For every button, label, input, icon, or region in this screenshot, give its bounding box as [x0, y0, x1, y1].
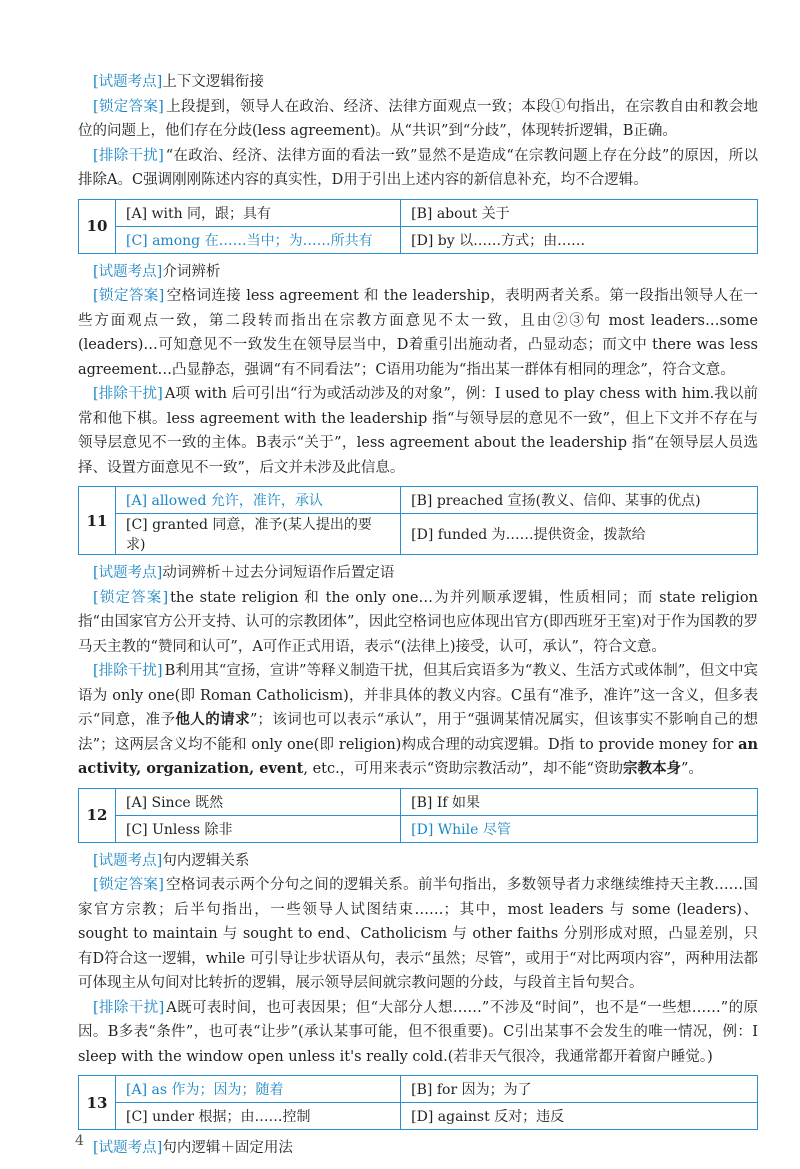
- paichu-label: [排除干扰]: [93, 147, 164, 164]
- q13-option-c: [C] under 根据；由……控制: [116, 1103, 401, 1130]
- q9-daan: [锁定答案] 上段提到，领导人在政治、经济、法律方面观点一致；本段①句指出，在宗教自由和教会地位的问题上，他们存在分歧(less agreement)。从“共识”到“分歧”，体现转折逻辑，B正确。: [78, 98, 758, 139]
- q11-option-d: [D] funded 为……提供资金，拨款给: [401, 514, 758, 555]
- q12-option-d: [D] While 尽管: [401, 815, 758, 842]
- q10-option-c: [C] among 在……当中；为……所共有: [116, 226, 401, 253]
- q9-paichu: [排除干扰] “在政治、经济、法律方面的看法一致”显然不是造成“在宗教问题上存在分歧”的原因，所以排除A。C强调刚刚陈述内容的真实性，D用于引出上述内容的新信息补充，均不合逻辑。: [78, 147, 758, 188]
- q12-number: 12: [79, 788, 116, 842]
- daan-label: [锁定答案]: [93, 98, 164, 115]
- q11-paichu: [排除干扰] B利用其“宣扬，宣讲”等释义制造干扰，但其后宾语多为“教义、生活方式或体制”，但文中宾语为 only one(即 Roman Catholicism)，并非具体的教义内容。C虽有“准予，准许”这一含义，但多表示“同意，准予他人的请求”；该词也可以表示“承认”，用于“强调某情况属实，但该事实不影响自己的想法”；这两层含义均不能和 only one(即 religion)构成合理的动宾逻辑。D指 to provide money for an activity, organization, event, etc.，可用来表示“资助宗教活动”，却不能“资助宗教本身”。: [78, 663, 759, 777]
- q13-option-b: [B] for 因为；为了: [401, 1076, 758, 1103]
- q13-option-d: [D] against 反对；违反: [401, 1103, 758, 1130]
- q9-kaodian: [试题考点]上下文逻辑衔接: [93, 74, 264, 90]
- q10-options-table: [78, 199, 758, 254]
- q11-number: 11: [79, 487, 116, 555]
- q13-options-table: [78, 1075, 758, 1130]
- q12-kaodian: [试题考点]句内逻辑关系: [93, 852, 250, 869]
- q13-number: 13: [79, 1076, 116, 1130]
- q11-option-c: [C] granted 同意，准予(某人提出的要求): [116, 514, 401, 555]
- q12-option-b: [B] If 如果: [401, 788, 758, 815]
- kaodian-label: [试题考点]: [93, 74, 163, 90]
- q10-option-a: [A] with 同，跟；具有: [116, 199, 401, 226]
- q11-option-b: [B] preached 宣扬(教义、信仰、某事的优点): [401, 487, 758, 514]
- q11-kaodian: [试题考点]动词辨析＋过去分词短语作后置定语: [93, 565, 395, 581]
- q10-option-d: [D] by 以……方式；由……: [401, 226, 758, 253]
- q11-option-a: [A] allowed 允许，准许，承认: [116, 487, 401, 514]
- q11-options-table: [78, 486, 758, 555]
- q13-kaodian: [试题考点]句内逻辑＋固定用法: [93, 1140, 293, 1156]
- q10-daan: [锁定答案] 空格词连接 less agreement 和 the leadership，表明两者关系。第一段指出领导人在一些方面观点一致，第二段转而指出在宗教方面意见不太一致，且由②③句 most leaders…some (leaders)…可知意见不一致发生在领导层当中，D着重引出施动者，凸显动态；而文中 there was less agreement…凸显静态，强调“有不同看法”；C语用功能为“指出某一群体有相同的理念”，符合文意。: [78, 288, 758, 378]
- q12-paichu: [排除干扰] A既可表时间，也可表因果；但“大部分人想……”不涉及“时间”，也不是“一些想……”的原因。B多表“条件”，也可表“让步”(承认某事可能，但不很重要)。C引出某事不会发生的唯一情况，例：I sleep with the window open unless it's really cold.(若非天气很冷，我通常都开着窗户睡觉。): [78, 999, 758, 1065]
- page-content: [78, 70, 758, 1161]
- q11-daan: [锁定答案] the state religion 和 the only one…为并列顺承逻辑，性质相同；而 state religion 指“由国家官方公开支持、认可的宗教团体”，因此空格词也应体现出官方(即西班牙王室)对于作为国教的罗马天主教的“赞同和认可”，A可作正式用语，表示“(法律上)接受，认可，承认”，符合文意。: [78, 589, 758, 655]
- q12-option-a: [A] Since 既然: [116, 788, 401, 815]
- q12-daan: [锁定答案] 空格词表示两个分句之间的逻辑关系。前半句指出，多数领导者力求继续维持天主教……国家官方宗教；后半句指出，一些领导人试图结束……；其中，most leaders 与 some (leaders)、sought to maintain 与 sought to end、Catholicism 与 other faiths 分别形成对照，凸显差别，只有D符合这一逻辑，while 可引导让步状语从句，表示“虽然；尽管”，或用于“对比两项内容”，两种用法都可体现主从句间对比转折的逻辑，展示领导层间就宗教问题的分歧，与段首主旨句契合。: [78, 877, 758, 991]
- q12-option-c: [C] Unless 除非: [116, 815, 401, 842]
- q10-number: 10: [79, 199, 116, 253]
- q10-option-b: [B] about 关于: [401, 199, 758, 226]
- q13-option-a: [A] as 作为；因为；随着: [116, 1076, 401, 1103]
- q10-paichu: [排除干扰] A项 with 后可引出“行为或活动涉及的对象”，例：I used to play chess with him.我以前常和他下棋。less agreement with the leadership 指“与领导层的意见不一致”，但上下文并不存在与领导层意见不一致的主体。B表示“关于”，less agreement about the leadership 指“在领导层人员选择、设置方面意见不一致”，后文并未涉及此信息。: [78, 386, 758, 476]
- page-number: 4: [75, 1133, 84, 1149]
- q12-options-table: [78, 788, 758, 843]
- q10-kaodian: [试题考点]介词辨析: [93, 263, 221, 280]
